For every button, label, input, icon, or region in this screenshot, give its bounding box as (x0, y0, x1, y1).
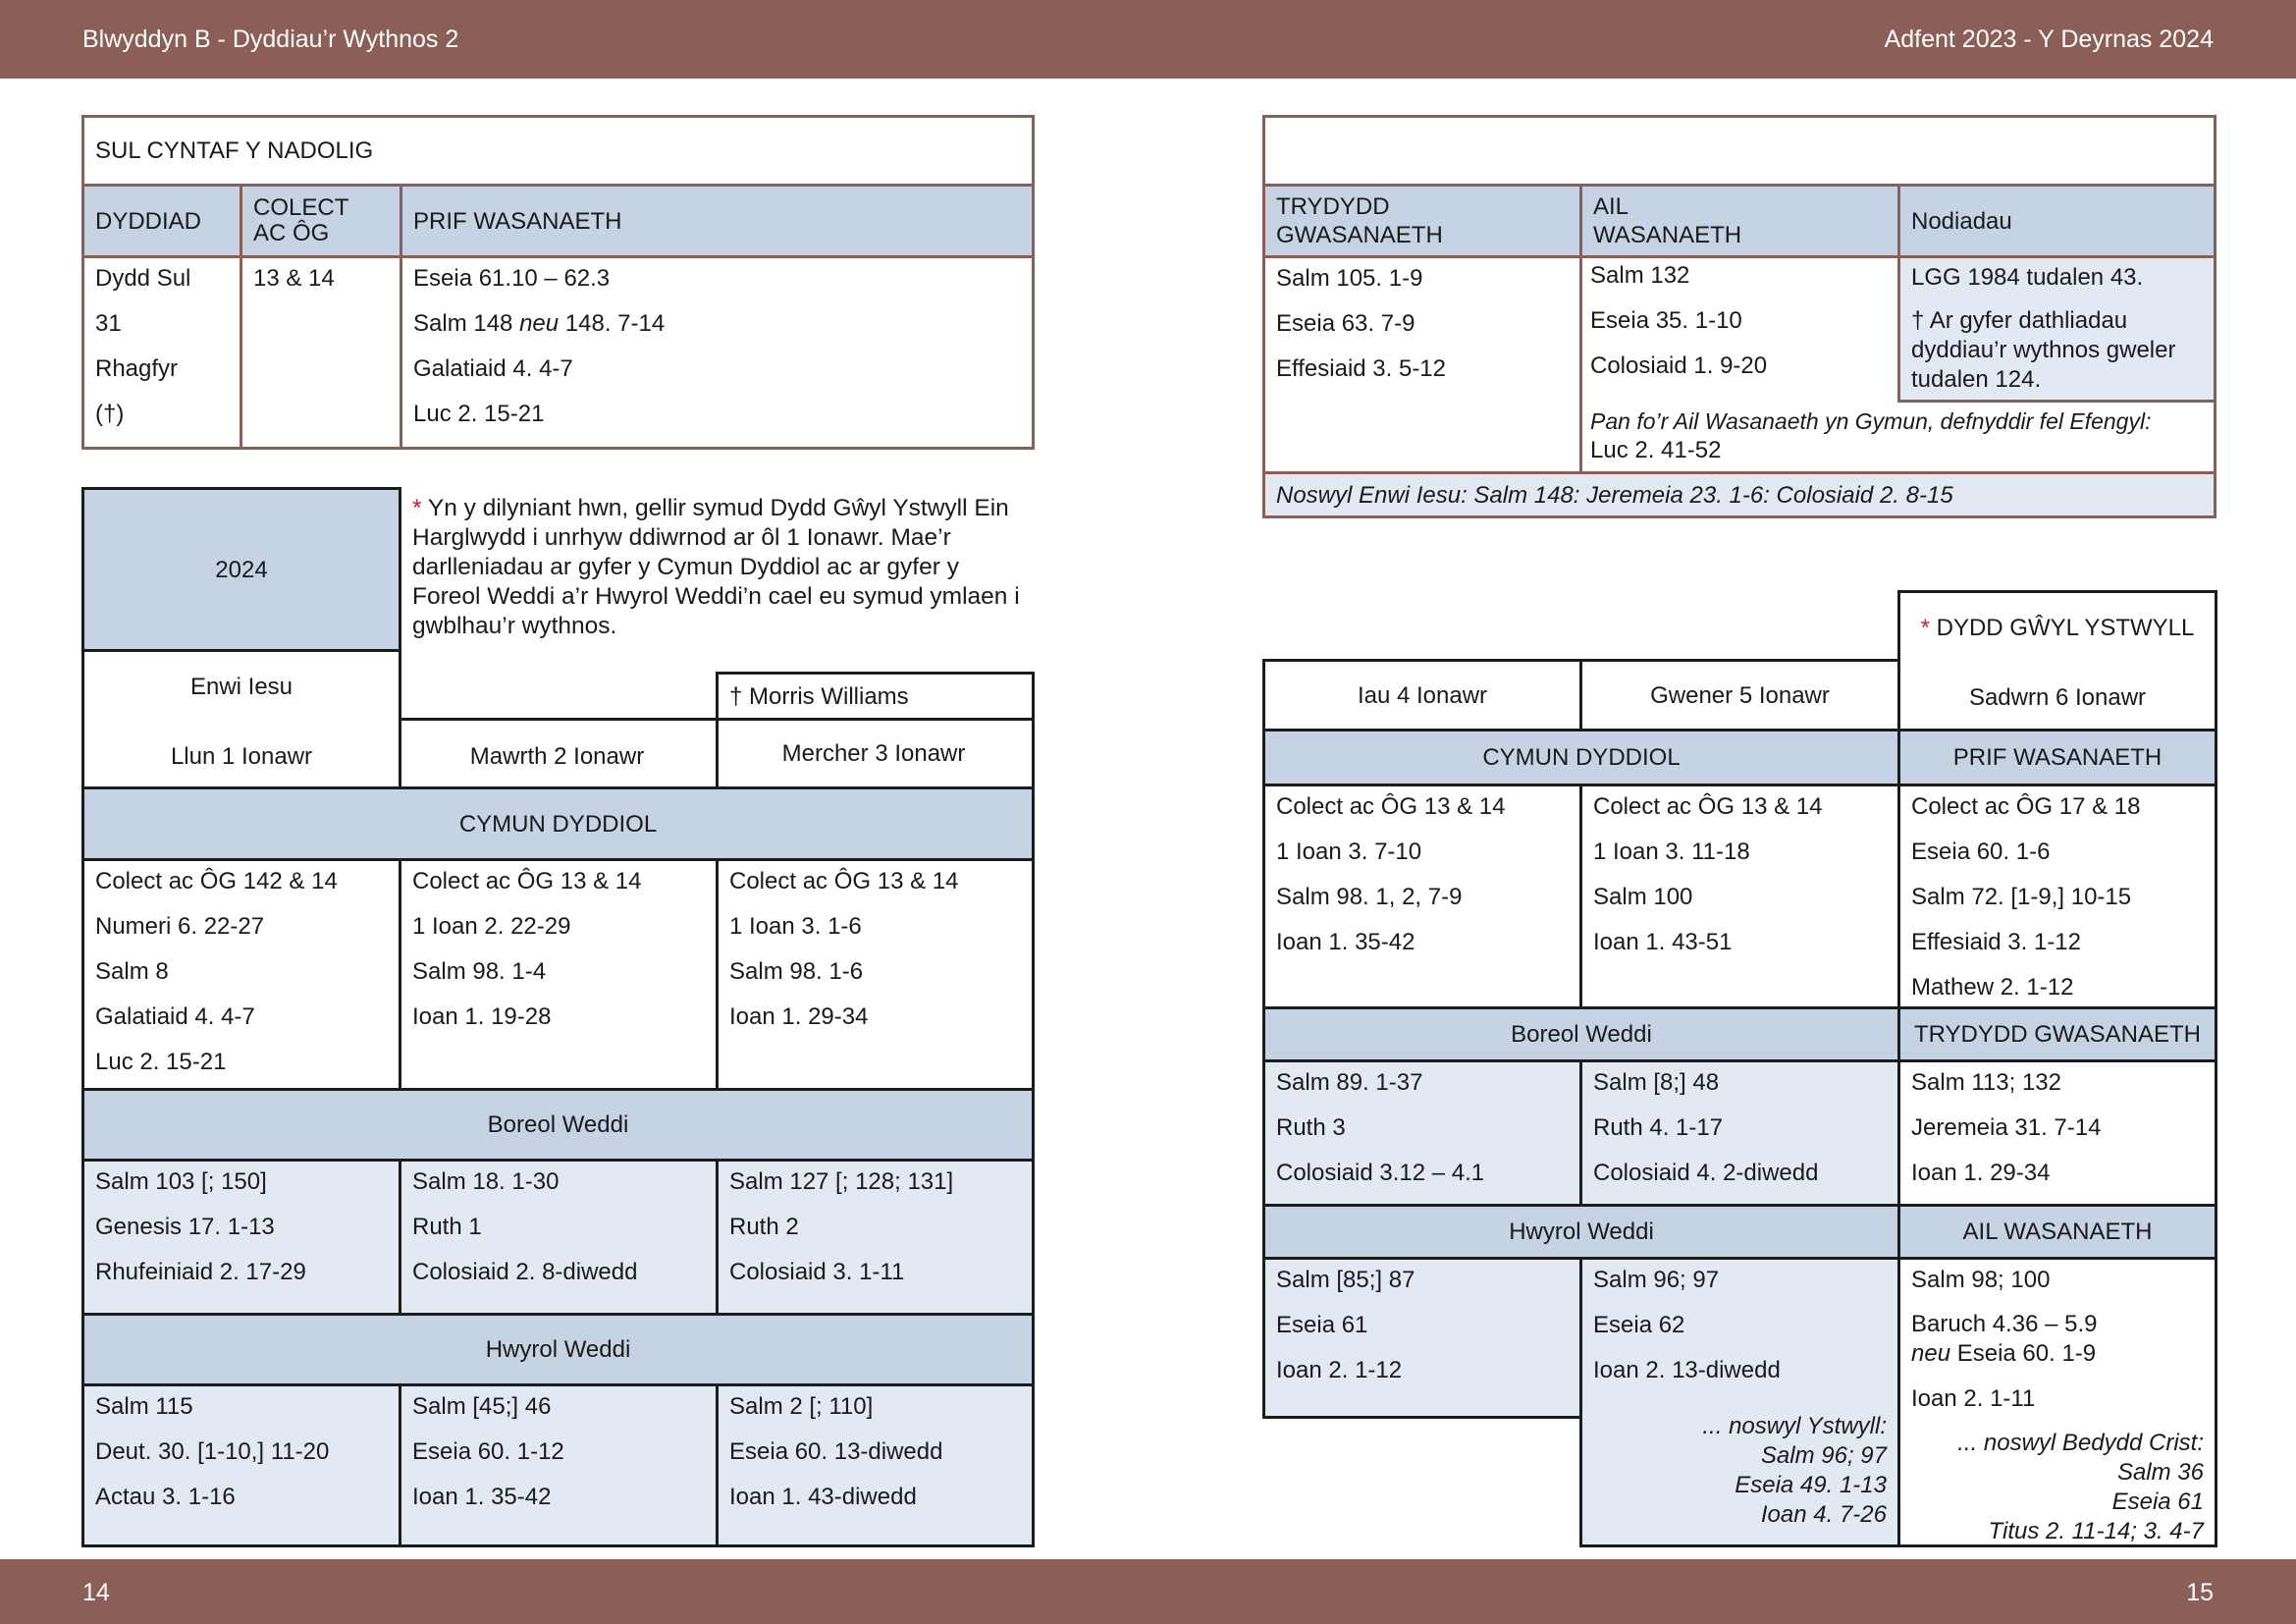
reading: Salm 148 neu 148. 7-14 (413, 310, 666, 337)
reading: Colosiaid 3.12 – 4.1 (1276, 1160, 1485, 1186)
feast-ystwyll: * DYDD GŴYL YSTWYLL (1920, 615, 2195, 641)
reading: Jeremeia 31. 7-14 (1911, 1114, 2102, 1141)
reading: Ioan 2. 1-11 (1911, 1385, 2036, 1412)
reading: Salm 18. 1-30 (412, 1168, 560, 1195)
header-ail: AIL WASANAETH (1579, 184, 1900, 258)
header-right: Adfent 2023 - Y Deyrnas 2024 (1884, 26, 2214, 53)
reading: Effesiaid 3. 5-12 (1276, 355, 1447, 382)
day1-header (81, 649, 401, 789)
date-line: (†) (95, 401, 125, 427)
day-label: Mawrth 2 Ionawr (469, 743, 645, 770)
reading: Colosiaid 2. 8-diwedd (412, 1259, 638, 1285)
cymun-header: CYMUN DYDDIOL (81, 786, 1035, 861)
transfer-note (401, 494, 1040, 651)
reading: Colosiaid 4. 2-diwedd (1593, 1160, 1819, 1186)
hwyrol-cell (399, 1383, 719, 1547)
ail-header: AIL WASANAETH (1897, 1204, 2217, 1260)
date-line: Rhagfyr (95, 355, 179, 382)
header-colect: COLECT AC ÔG (240, 184, 402, 258)
reading: Salm 100 (1593, 884, 1693, 910)
blank-title-cell (1262, 115, 2216, 187)
cymun-cell (1262, 784, 1582, 1009)
reading: Salm 98. 1-6 (729, 958, 864, 985)
ystwyll-day-header (1897, 590, 2217, 731)
noswyl-enwi: Noswyl Enwi Iesu: Salm 148: Jeremeia 23. 1-6: Colosiaid 2. 8-15 (1262, 471, 2216, 518)
reading: Eseia 60. 1-12 (412, 1438, 564, 1465)
reading: Ioan 2. 1-12 (1276, 1357, 1403, 1383)
reading: Colect ac ÔG 17 & 18 (1911, 793, 2141, 820)
reading: Eseia 60. 1-6 (1911, 839, 2051, 865)
boreol-cell (399, 1159, 719, 1316)
reading: Baruch 4.36 – 5.9 neu Eseia 60. 1-9 (1911, 1311, 2098, 1367)
reading: Colosiaid 1. 9-20 (1590, 352, 1768, 379)
reading: Ruth 3 (1276, 1114, 1346, 1141)
reading: Ioan 1. 35-42 (412, 1484, 552, 1510)
page-number-right: 15 (2186, 1579, 2214, 1606)
day-label: Mercher 3 Ionawr (781, 740, 966, 767)
reading: Colect ac ÔG 13 & 14 (1276, 793, 1506, 820)
reading: Ioan 1. 29-34 (729, 1003, 869, 1030)
sunday-date-cell (81, 255, 242, 450)
reading: Colect ac ÔG 13 & 14 (412, 868, 642, 894)
reading: Ruth 2 (729, 1214, 799, 1240)
day3-header (716, 718, 1035, 789)
hwyrol-cell (1579, 1257, 1900, 1547)
reading: Colosiaid 3. 1-11 (729, 1259, 905, 1285)
reading: Eseia 61.10 – 62.3 (413, 265, 611, 292)
boreol-header: Boreol Weddi (81, 1088, 1035, 1162)
reading: 1 Ioan 3. 7-10 (1276, 839, 1422, 865)
reading: Ioan 1. 35-42 (1276, 929, 1415, 955)
reading: Ioan 1. 43-diwedd (729, 1484, 917, 1510)
reading: Salm 72. [1-9,] 10-15 (1911, 884, 2132, 910)
cymun-cell (399, 858, 719, 1091)
reading: Ioan 1. 19-28 (412, 1003, 552, 1030)
reading: Ioan 1. 43-51 (1593, 929, 1733, 955)
header-trydydd: TRYDYDD GWASANAETH (1262, 184, 1582, 258)
header-nodiadau: Nodiadau (1897, 184, 2216, 258)
reading: Colect ac ÔG 13 & 14 (729, 868, 959, 894)
boreol-cell (81, 1159, 401, 1316)
trydydd-header: TRYDYDD GWASANAETH (1897, 1006, 2217, 1062)
date-line: 31 (95, 310, 122, 337)
page-number-left: 14 (82, 1579, 110, 1606)
colect-value: 13 & 14 (253, 265, 335, 292)
prif-header: PRIF WASANAETH (1897, 729, 2217, 786)
reading: Salm 132 (1590, 262, 1690, 289)
reading: Salm [85;] 87 (1276, 1267, 1415, 1293)
trydydd-cell (1262, 255, 1582, 474)
reading: Salm 96; 97 (1593, 1267, 1720, 1293)
pan-note-reading: Luc 2. 41-52 (1590, 437, 1722, 463)
sunday-colect-cell (240, 255, 402, 450)
noswyl-bedydd: ... noswyl Bedydd Crist: Salm 36 Eseia 61 Titus 2. 11-14; 3. 4-7 (1957, 1430, 2204, 1544)
reading: Eseia 63. 7-9 (1276, 310, 1415, 337)
cymun-cell (81, 858, 401, 1091)
morris-williams: † Morris Williams (716, 672, 1035, 721)
reading: Galatiaid 4. 4-7 (413, 355, 573, 382)
hwyrol-header: Hwyrol Weddi (1262, 1204, 1900, 1260)
note-line: LGG 1984 tudalen 43. (1911, 264, 2144, 291)
boreol-cell (1262, 1059, 1582, 1207)
reading: Eseia 60. 13-diwedd (729, 1438, 943, 1465)
reading: Ruth 1 (412, 1214, 482, 1240)
reading: Salm 98. 1, 2, 7-9 (1276, 884, 1463, 910)
reading: Colect ac ÔG 13 & 14 (1593, 793, 1823, 820)
nodiadau-cell (1897, 255, 2216, 403)
hwyrol-cell (81, 1383, 401, 1547)
prif-cell (1897, 784, 2217, 1009)
day-label: Gwener 5 Ionawr (1579, 659, 1900, 731)
transfer-note-text: Yn y dilyniant hwn, gellir symud Dydd Gŵyl Ystwyll Ein Harglwydd i unrhyw ddiwrnod ar ôl 1 Ionawr. Mae’r darlleniadau ar gyfer y Cymun Dyddiol ac ar gyfer y Foreol Weddi a’r Hwyrol Weddi’n cael eu symud ymlaen i gwblhau’r wythnos. (412, 495, 1020, 639)
reading: 1 Ioan 2. 22-29 (412, 913, 571, 940)
boreol-cell (1579, 1059, 1900, 1207)
reading: Colect ac ÔG 142 & 14 (95, 868, 338, 894)
header-dyddiad: DYDDIAD (81, 184, 242, 258)
header-left: Blwyddyn B - Dyddiau’r Wythnos 2 (82, 26, 459, 53)
asterisk: * (412, 495, 422, 521)
hwyrol-cell (716, 1383, 1035, 1547)
day-label: Iau 4 Ionawr (1262, 659, 1582, 731)
boreol-cell (716, 1159, 1035, 1316)
note-line: † Ar gyfer dathliadau dyddiau’r wythnos gweler tudalen 124. (1911, 307, 2176, 393)
header-prif-wasanaeth: PRIF WASANAETH (400, 184, 1035, 258)
reading: Eseia 62 (1593, 1312, 1685, 1338)
reading: Salm [45;] 46 (412, 1393, 552, 1420)
reading: Salm 98; 100 (1911, 1267, 2051, 1293)
reading: Salm 113; 132 (1911, 1069, 2061, 1096)
reading: Salm 89. 1-37 (1276, 1069, 1423, 1096)
cymun-cell (716, 858, 1035, 1091)
reading: Luc 2. 15-21 (95, 1049, 227, 1075)
reading: Eseia 61 (1276, 1312, 1368, 1338)
pan-note-text: Pan fo’r Ail Wasanaeth yn Gymun, defnyddir fel Efengyl: (1590, 408, 2152, 434)
reading: Eseia 35. 1-10 (1590, 307, 1742, 334)
reading: Mathew 2. 1-12 (1911, 974, 2074, 1001)
reading: 1 Ioan 3. 1-6 (729, 913, 862, 940)
reading: Ioan 2. 13-diwedd (1593, 1357, 1781, 1383)
page-header (0, 0, 2296, 79)
page-footer (0, 1559, 2296, 1624)
day2-header (399, 718, 719, 789)
reading: Actau 3. 1-16 (95, 1484, 236, 1510)
day-label: Llun 1 Ionawr (170, 743, 313, 770)
ail-cell (1579, 255, 1900, 403)
noswyl-ystwyll: ... noswyl Ystwyll: Salm 96; 97 Eseia 49. 1-13 Ioan 4. 7-26 (1702, 1413, 1887, 1528)
reading: Salm 127 [; 128; 131] (729, 1168, 954, 1195)
reading: Galatiaid 4. 4-7 (95, 1003, 255, 1030)
reading: Genesis 17. 1-13 (95, 1214, 275, 1240)
reading: Luc 2. 15-21 (413, 401, 545, 427)
reading: Salm 105. 1-9 (1276, 265, 1423, 292)
hwyrol-cell (1262, 1257, 1582, 1419)
sunday-title: SUL CYNTAF Y NADOLIG (81, 115, 1035, 187)
pan-note (1579, 403, 2216, 474)
reading: Salm 98. 1-4 (412, 958, 547, 985)
reading: Effesiaid 3. 1-12 (1911, 929, 2082, 955)
reading: Salm 103 [; 150] (95, 1168, 267, 1195)
reading: Salm 115 (95, 1393, 193, 1420)
date-line: Dydd Sul (95, 265, 191, 292)
cymun-header: CYMUN DYDDIOL (1262, 729, 1900, 786)
reading: Salm 2 [; 110] (729, 1393, 874, 1420)
reading: Ruth 4. 1-17 (1593, 1114, 1724, 1141)
reading: Salm [8;] 48 (1593, 1069, 1720, 1096)
feast-enwi-iesu: Enwi Iesu (189, 674, 294, 700)
reading: Rhufeiniaid 2. 17-29 (95, 1259, 306, 1285)
sunday-prif-cell (400, 255, 1035, 450)
ail-cell (1897, 1257, 2217, 1547)
reading: Deut. 30. [1-10,] 11-20 (95, 1438, 330, 1465)
reading: Numeri 6. 22-27 (95, 913, 265, 940)
day-label: Sadwrn 6 Ionawr (1968, 684, 2147, 711)
hwyrol-header: Hwyrol Weddi (81, 1313, 1035, 1386)
cymun-cell (1579, 784, 1900, 1009)
boreol-header: Boreol Weddi (1262, 1006, 1900, 1062)
reading: Salm 8 (95, 958, 169, 985)
reading: 1 Ioan 3. 11-18 (1593, 839, 1750, 865)
trydydd-cell (1897, 1059, 2217, 1207)
year-cell: 2024 (81, 487, 401, 652)
reading: Ioan 1. 29-34 (1911, 1160, 2051, 1186)
